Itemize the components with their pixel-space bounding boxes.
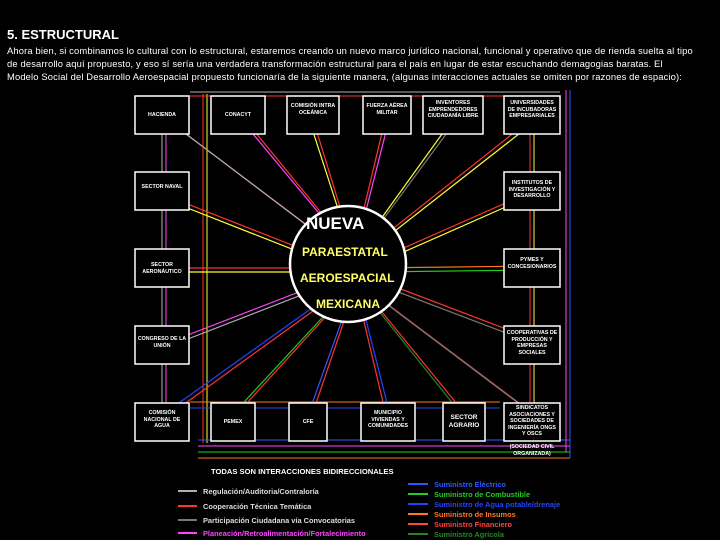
- label-agrario: SECTOR AGRARIO: [448, 414, 480, 429]
- label-naval: SECTOR NAVAL: [141, 184, 183, 190]
- legend-right-item: Suministro de Combustible: [434, 490, 531, 499]
- label-conacyt: CONACYT: [224, 112, 252, 118]
- legend-right-item: Suministro Financiero: [434, 520, 513, 529]
- label-municipio: MUNICIPIO VIVIENDAS Y COMUNIDADES: [367, 410, 409, 429]
- label-cfe: CFE: [302, 419, 314, 425]
- legend-left-item: Regulación/Auditoria/Contraloría: [203, 487, 319, 496]
- section-title: 5. ESTRUCTURAL: [7, 27, 119, 42]
- center-line-2: PARAESTATAL: [302, 245, 388, 259]
- legend-title: TODAS SON INTERACCIONES BIDIRECCIONALES: [211, 467, 394, 476]
- label-sociedad: (SOCIEDAD CIVIL ORGANIZADA): [509, 444, 555, 457]
- legend-left-item: Cooperación Técnica Temática: [203, 502, 312, 511]
- center-title: [292, 208, 404, 320]
- legend-right-item: Suministro Eléctrico: [434, 480, 506, 489]
- label-conagua: COMISIÓN NACIONAL DE AGUA: [143, 410, 181, 429]
- box-naval: [135, 172, 189, 210]
- label-sindicatos: SINDICATOS ASOCIACIONES Y SOCIEDADES DE INGENIERÍA ONGS Y OSCS: [508, 405, 556, 437]
- center-line-4: MEXICANA: [316, 297, 381, 311]
- label-universidades: UNIVERSIDADES DE INCUBADORAS EMPRESARIALES: [507, 100, 557, 119]
- legend-right-item: Suministro de Agua potable/drenaje: [434, 500, 561, 509]
- legend-left-item: Planeación/Retroalimentación/Fortalecimiento: [203, 529, 366, 538]
- legend-left-item: Participación Ciudadana vía Convocatorias: [203, 516, 355, 525]
- legend-right-item: Suministro Agrícola: [434, 530, 504, 539]
- center-line-1: NUEVA: [306, 214, 365, 233]
- label-institutos: INSTITUTOS DE INVESTIGACIÓN Y DESARROLLO: [508, 180, 556, 199]
- label-inventores: INVENTORES EMPRENDEDORES CIUDADANÍA LIBRE: [427, 100, 479, 119]
- label-congreso: CONGRESO DE LA UNIÓN: [137, 336, 187, 349]
- paragraph-line-3-rest: propuesto funcionaría de la siguiente manera, (algunas interacciones actuales se omiten por razones de espacio):: [188, 71, 683, 82]
- label-hacienda: HACIENDA: [148, 112, 176, 118]
- label-pymes: PYMES Y CONCESIONARIOS: [507, 257, 557, 270]
- label-pemex: PEMEX: [223, 419, 243, 425]
- label-aeronautico: SECTOR AERONÁUTICO: [142, 262, 182, 275]
- center-line-3: AEROESPACIAL: [300, 271, 395, 285]
- label-comision: COMISIÓN INTRA OCEÁNICA: [290, 103, 336, 116]
- label-cooperativas: COOPERATIVAS DE PRODUCCIÓN Y EMPRESAS SOCIALES: [506, 330, 558, 356]
- paragraph-line-1: Ahora bien, si combinamos lo cultural con lo estructural, estaremos creando un nuevo marco jurídico nacional, funcional y operativo que de rienda suelta al tipo: [7, 45, 693, 56]
- legend-right-item: Suministro de Insumos: [434, 510, 516, 519]
- label-fuerza: FUERZA AÉREA MILITAR: [366, 103, 408, 116]
- paragraph-line-2: de desarrollo aquí propuesto, y eso sí sería una verdadera transformación estructural para el país en lugar de estar escuchando demagogias baratas. El: [7, 58, 663, 69]
- model-name: Modelo Social del Desarrollo Aeroespacial: [7, 71, 189, 82]
